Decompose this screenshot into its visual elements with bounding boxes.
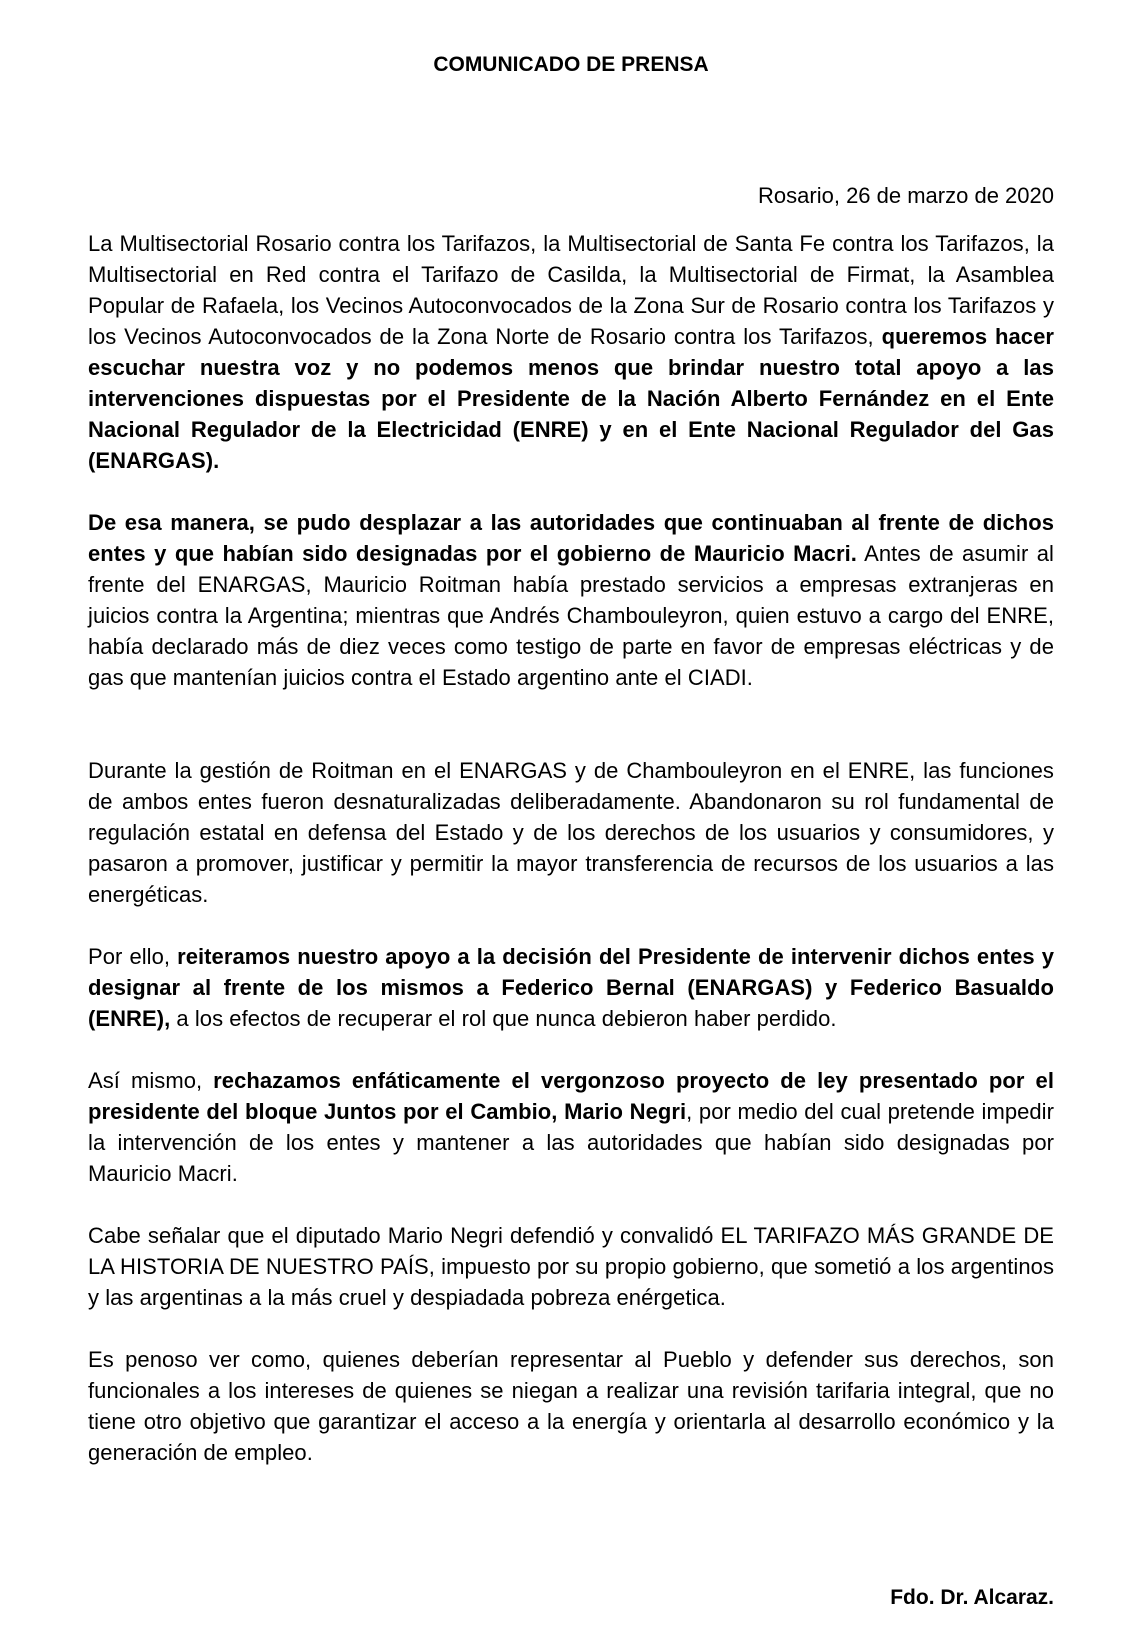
paragraph-negri — [88, 1220, 1054, 1313]
paragraph-conclusion — [88, 1344, 1054, 1468]
paragraph-authorities — [88, 507, 1054, 693]
text-segment: , por medio del cual pretende impedir la intervención de los entes y mantener a las autoridades que habían sido designadas por Mauricio Macri. — [88, 1099, 1055, 1186]
text-segment: Durante la gestión de Roitman en el ENARGAS y de Chambouleyron en el ENRE, las funciones de ambos entes fueron desnaturalizadas deliberadamente. Abandonaron su rol fundamental de regulación estatal en defensa del Estado y de los derechos de los usuarios y consumidores, y pasaron a promover, justificar y permitir la mayor transferencia de recursos de los usuarios a las energéticas. — [88, 758, 1054, 907]
bold-text-segment: queremos hacer escuchar nuestra voz y no podemos menos que brindar nuestro total apoyo a las intervenciones dispuestas por el Presidente de la Nación Alberto Fernández en el Ente Nacional Regulador de la Electricidad (ENRE) y en el Ente Nacional Regulador del Gas (ENARGAS). — [88, 324, 1054, 473]
bold-text-segment: De esa manera, se pudo desplazar a las autoridades que continuaban al frente de dichos entes y que habían sido designadas por el gobierno de Mauricio Macri. — [88, 510, 1054, 566]
paragraph-intro — [88, 228, 1054, 476]
text-segment: Por ello, — [88, 944, 178, 969]
document-title: COMUNICADO DE PRENSA — [433, 53, 709, 76]
text-segment: Antes de asumir al frente del ENARGAS, Mauricio Roitman había prestado servicios a empresas extranjeras en juicios contra la Argentina; mientras que Andrés Chambouleyron, quien estuvo a cargo del ENRE, había declarado más de diez veces como testigo de parte en favor de empresas eléctricas y de gas que mantenían juicios contra el Estado argentino ante el CIADI. — [88, 541, 1054, 690]
paragraph-management — [88, 755, 1054, 910]
text-segment: a los efectos de recuperar el rol que nunca debieron haber perdido. — [170, 1006, 837, 1031]
text-segment: Cabe señalar que el diputado Mario Negri defendió y convalidó EL TARIFAZO MÁS GRANDE DE LA HISTORIA DE NUESTRO PAÍS, impuesto por su propio gobierno, que sometió a los argentinos y las argentinas a la más cruel y despiadada pobreza enérgetica. — [88, 1223, 1054, 1310]
text-segment: Es penoso ver como, quienes deberían representar al Pueblo y defender sus derechos, son funcionales a los intereses de quienes se niegan a realizar una revisión tarifaria integral, que no tiene otro objetivo que garantizar el acceso a la energía y orientarla al desarrollo económico y la generación de empleo. — [88, 1347, 1054, 1465]
signature: Fdo. Dr. Alcaraz. — [890, 1586, 1054, 1609]
date-line: Rosario, 26 de marzo de 2020 — [758, 183, 1054, 208]
paragraph-rejection — [88, 1065, 1054, 1189]
paragraph-support — [88, 941, 1054, 1034]
bold-text-segment: rechazamos enfáticamente el vergonzoso proyecto de ley presentado por el presidente del bloque Juntos por el Cambio, Mario Negri — [88, 1068, 1054, 1124]
bold-text-segment: reiteramos nuestro apoyo a la decisión del Presidente de intervenir dichos entes y designar al frente de los mismos a Federico Bernal (ENARGAS) y Federico Basualdo (ENRE), — [88, 944, 1054, 1031]
text-segment: La Multisectorial Rosario contra los Tarifazos, la Multisectorial de Santa Fe contra los Tarifazos, la Multisectorial en Red contra el Tarifazo de Casilda, la Multisectorial de Firmat, la Asamblea Popular de Rafaela, los Vecinos Autoconvocados de la Zona Sur de Rosario contra los Tarifazos y los Vecinos Autoconvocados de la Zona Norte de Rosario contra los Tarifazos, — [88, 231, 1054, 349]
text-segment: Así mismo, — [88, 1068, 214, 1093]
